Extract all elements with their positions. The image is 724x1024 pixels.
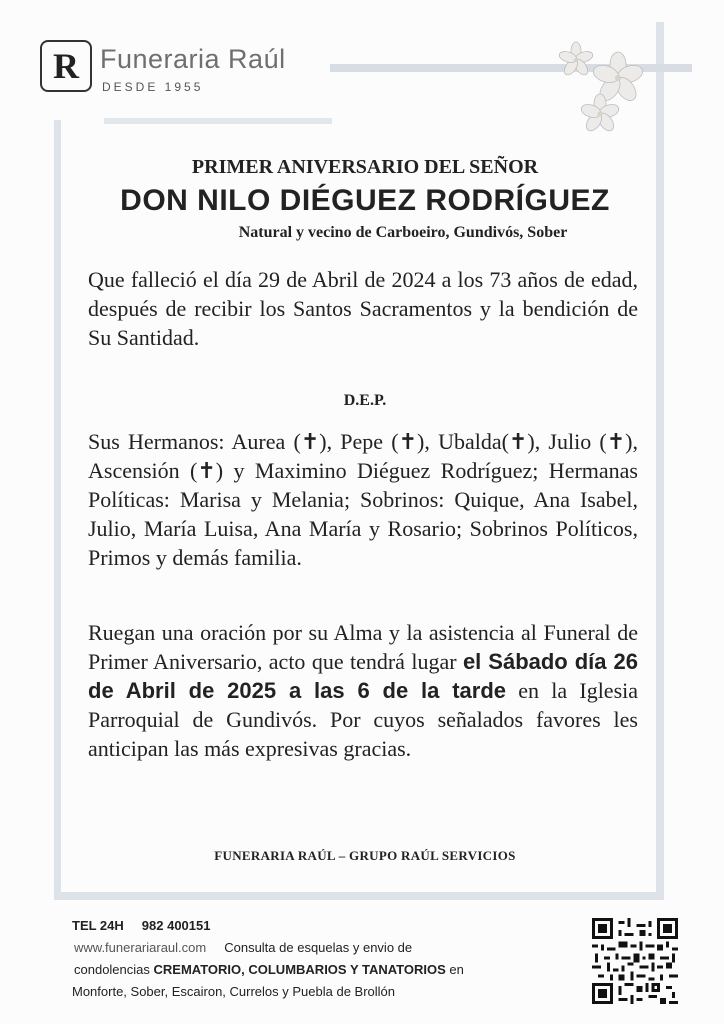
tel-number[interactable]: 982 400151 (141, 918, 211, 933)
frame-top-border-left (104, 118, 332, 124)
dep-label: D.E.P. (343, 392, 387, 409)
web-line-text: Consulta de esquelas y envio de (224, 940, 413, 955)
signature: FUNERARIA RAÚL – GRUPO RAÚL SERVICIOS (214, 848, 516, 863)
family-paragraph: Sus Hermanos: Aurea (✝), Pepe (✝), Ubalda(✝), Julio (✝), Ascensión (✝) y Maximino Diéguez Rodríguez; Hermanas Políticas: Marisa y Melania; Sobrinos: Quique, Ana Isabel, Julio, María Luisa, Ana María y Rosario; Sobrinos Políticos, Primos y demás familia. (88, 429, 638, 570)
services-line (74, 962, 584, 977)
tel-label: TEL 24H (72, 918, 124, 933)
notice-title: PRIMER ANIVERSARIO DEL SEÑOR (191, 156, 539, 178)
deceased-name: DON NILO DIÉGUEZ RODRÍGUEZ (120, 184, 610, 217)
mass-paragraph (88, 618, 638, 763)
locations-line: Monforte, Sober, Escairon, Currelos y Puebla de Brollón (72, 984, 396, 999)
frame-bottom-border (54, 892, 664, 900)
services-list: CREMATORIO, COLUMBARIOS Y TANATORIOS (153, 962, 446, 977)
web-line (74, 940, 584, 955)
brand-name: Funeraria Raúl (100, 44, 286, 74)
brand-logo (40, 40, 92, 92)
qr-code-icon[interactable] (592, 918, 678, 1004)
frame-left-border (54, 120, 61, 900)
mass-outro: en la Iglesia Parroquial de Gundivós. Por cuyos señalados favores les anticipan las más expresivas gracias. (88, 678, 639, 761)
brand-since: DESDE 1955 (102, 80, 204, 94)
logo-letter: R (53, 46, 79, 86)
mass-intro: Ruegan una oración por su Alma y la asistencia al Funeral de Primer Aniversario, acto que tendrá lugar (88, 620, 638, 674)
plumeria-flowers-icon (540, 26, 650, 136)
phone-line (72, 918, 582, 933)
deceased-origin: Natural y vecino de Carboeiro, Gundivós, Sober (238, 224, 568, 241)
website-link[interactable]: www.funerariaraul.com (74, 940, 207, 955)
mass-date: el Sábado día 26 de Abril de 2025 a las 6 de la tarde (88, 649, 639, 703)
death-paragraph: Que falleció el día 29 de Abril de 2024 a los 73 años de edad, después de recibir los Santos Sacramentos y la bendición de Su Santidad. (88, 267, 638, 350)
frame-right-border (656, 22, 664, 894)
services-prefix: condolencias (74, 962, 150, 977)
services-suffix: en (449, 962, 464, 977)
